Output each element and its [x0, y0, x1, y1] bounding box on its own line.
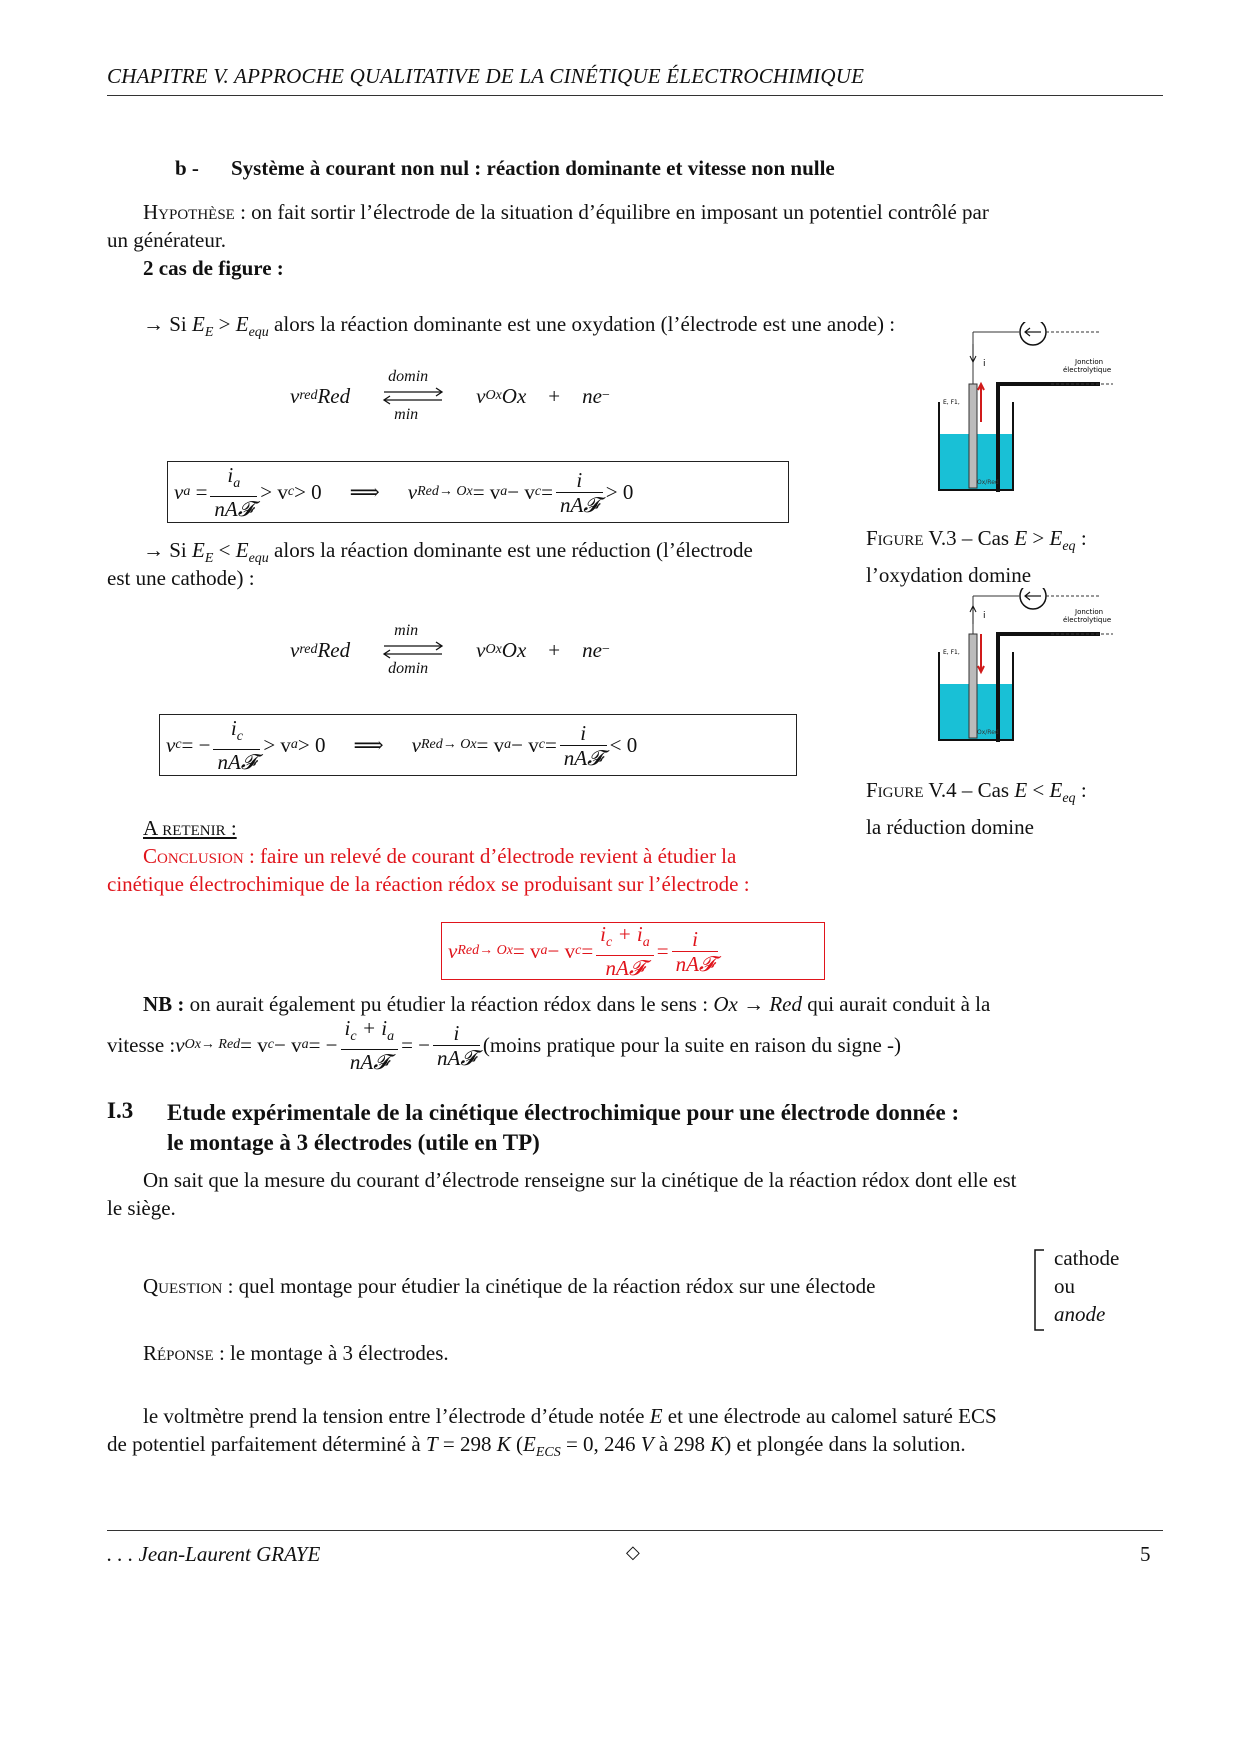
- case2-sentence: → Si $E_E < E_{equ}$ alors la réaction dominante est une réduction (l’électrode: [143, 538, 753, 567]
- reponse-line: Réponse : le montage à 3 électrodes.: [143, 1341, 449, 1365]
- svg-text:électrolytique: électrolytique: [1063, 616, 1112, 624]
- reaction-oxidation: ν red Red domin min ν Ox Ox + ne −: [290, 368, 610, 423]
- option-ou: ou: [1054, 1274, 1075, 1298]
- hypothesis-label: Hypothèse: [143, 200, 235, 224]
- svg-text:i: i: [983, 611, 986, 621]
- figure-v3-caption: Figure V.3 – Cas $E > E_{eq}$ : l’oxydation domine: [866, 526, 1087, 588]
- equilibrium-arrow-1: domin min: [380, 368, 446, 424]
- working-electrode: [969, 384, 977, 488]
- footer-symbol: ◇: [626, 1542, 640, 1562]
- conclusion-paragraph: Conclusion : faire un relevé de courant d’électrode revient à étudier la: [143, 844, 737, 868]
- generator-circle: [1020, 322, 1046, 345]
- cases-title: 2 cas de figure :: [143, 256, 284, 280]
- section-b-label: b -: [175, 156, 199, 180]
- retenir-label: A retenir :: [143, 816, 237, 840]
- nb-paragraph: NB : on aurait également pu étudier la réaction rédox dans le sens : Ox → Red qui aurait conduit à la: [143, 992, 991, 1016]
- svg-text:Ox/Red: Ox/Red: [977, 729, 999, 736]
- chapter-header: CHAPITRE V. APPROCHE QUALITATIVE DE LA CINÉTIQUE ÉLECTROCHIMIQUE: [107, 64, 865, 88]
- header-rule: [107, 95, 1163, 96]
- figure-v4-diagram: [935, 588, 1120, 763]
- section-i3-title: Etude expérimentale de la cinétique électrochimique pour une électrode donnée : le montage à 3 électrodes (utile en TP): [167, 1100, 960, 1155]
- footer-rule: [107, 1530, 1163, 1531]
- box-rate-conclusion: v Red→ Ox = v a − v c = $\frac{i_c + i_a}{\text{nA𝓕}}$ = $\frac{i}{\text{nA𝓕}}$: [441, 922, 825, 980]
- reaction-reduction: ν red Red min domin ν Ox Ox + ne −: [290, 622, 610, 677]
- nb-formula-line: vitesse : v Ox→ Red = v c − v a = − $\frac{i_c + i_a}{\text{nA𝓕}}$ = − $\frac{i}{\text{nA𝓕}}$ (moins pratique pour la suite en raison du signe -): [107, 1015, 902, 1075]
- footer-page-number: 5: [1140, 1542, 1151, 1566]
- question-options: [1054, 1244, 1119, 1328]
- para1: On sait que la mesure du courant d’électrode renseigne sur la cinétique de la réaction rédox dont elle est: [143, 1168, 1017, 1192]
- para2-line2: de potentiel parfaitement déterminé à T = 298 K ($E_{ECS} = 0$, 246 V à 298 K) et plongée dans la solution.: [107, 1432, 966, 1461]
- box-oxidation-rate: v a = $\frac{i_a}{\text{nA𝓕}}$ > v c > 0 ⟹ v Red→ Ox = v a − v c = $\frac{i}{\text{nA𝓕}}$ > 0: [167, 461, 789, 523]
- svg-text:Jonction: Jonction: [1075, 608, 1104, 616]
- figure-v3-diagram: [935, 322, 1120, 497]
- hypothesis-paragraph: Hypothèse : on fait sortir l’électrode de la situation d’équilibre en imposant un potentiel contrôlé par: [143, 200, 989, 224]
- svg-text:i: i: [983, 359, 986, 369]
- conclusion-line2: cinétique électrochimique de la réaction rédox se produisant sur l’électrode :: [107, 872, 750, 896]
- figure-v4-caption: Figure V.4 – Cas $E < E_{eq}$ : la réduction domine: [866, 778, 1087, 840]
- case1-sentence: → Si $E_E > E_{equ}$ alors la réaction dominante est une oxydation (l’électrode est une anode) :: [143, 312, 896, 341]
- hypothesis-line2: un générateur.: [107, 228, 226, 252]
- svg-text:Jonction: Jonction: [1075, 358, 1104, 366]
- svg-text:Ox/Red: Ox/Red: [977, 479, 999, 486]
- box-reduction-rate: v c = − $\frac{i_c}{\text{nA𝓕}}$ > v a > 0 ⟹ v Red→ Ox = v a − v c = $\frac{i}{\text{nA𝓕}}$ < 0: [159, 714, 797, 776]
- option-cathode: cathode: [1054, 1246, 1120, 1270]
- equilibrium-arrow-2: min domin: [380, 622, 446, 678]
- question-bracket: [1032, 1248, 1046, 1332]
- case2-line2: est une cathode) :: [107, 566, 255, 590]
- para2-line1: le voltmètre prend la tension entre l’électrode d’étude notée E et une électrode au calomel saturé ECS: [143, 1404, 997, 1428]
- section-b-title: Système à courant non nul : réaction dominante et vitesse non nulle: [231, 156, 835, 180]
- para1-line2: le siège.: [107, 1196, 176, 1220]
- footer-author: . . . Jean-Laurent GRAYE: [107, 1542, 321, 1566]
- svg-text:E, F1,: E, F1,: [943, 399, 960, 406]
- question-line: Question : quel montage pour étudier la cinétique de la réaction rédox sur une électode: [143, 1274, 876, 1298]
- section-i3-number: I.3: [107, 1098, 134, 1123]
- svg-text:E, F1,: E, F1,: [943, 649, 960, 656]
- svg-text:électrolytique: électrolytique: [1063, 366, 1112, 374]
- option-anode: anode: [1054, 1302, 1106, 1326]
